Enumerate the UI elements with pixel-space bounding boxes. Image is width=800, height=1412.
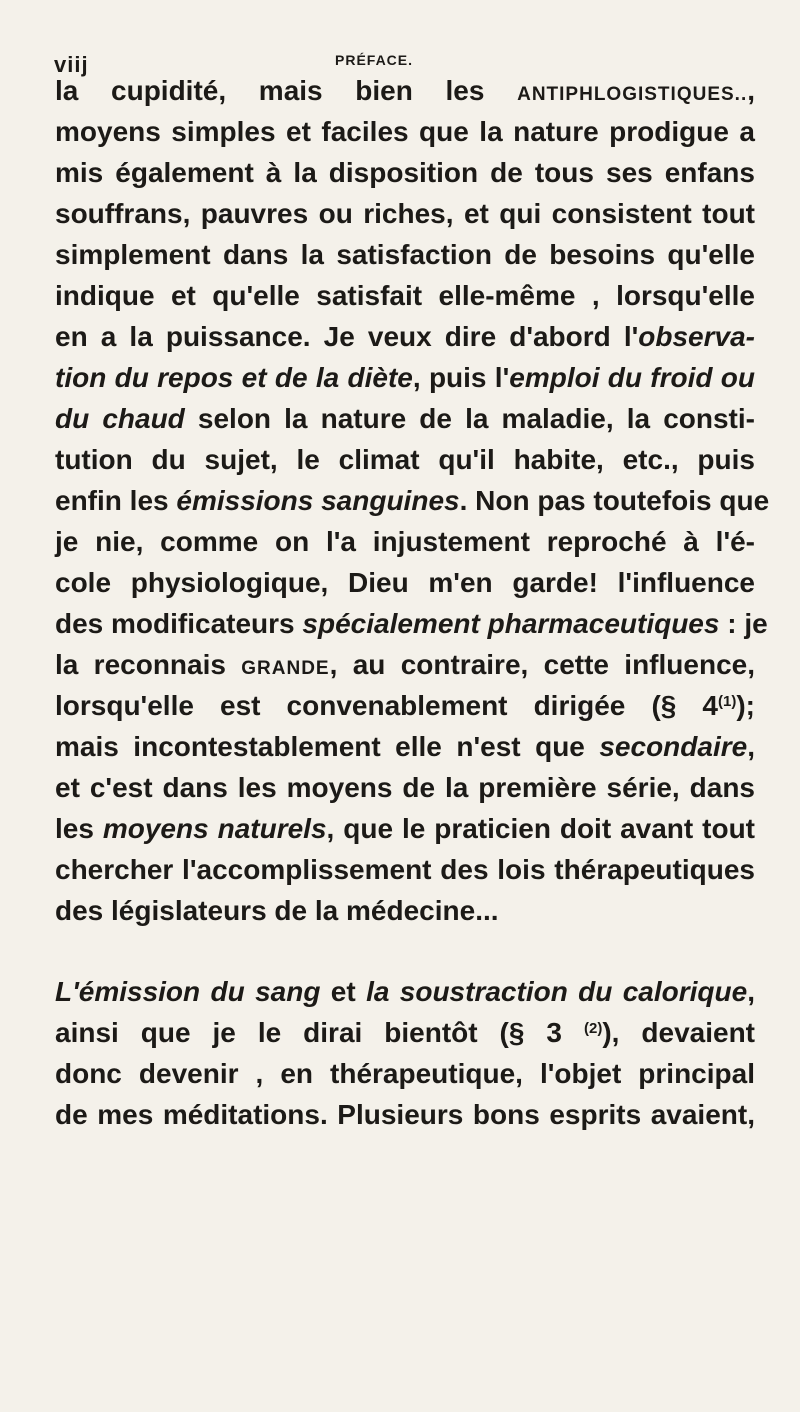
text-line: moyens simples et faciles que la nature prodigue a [55,116,755,147]
italic-phrase: la soustraction du calorique [366,976,748,1007]
text-run: , [747,976,755,1007]
text-line: chercher l'accomplissement des lois thérapeutiques [55,854,755,885]
running-title: PRÉFACE. [335,52,414,68]
text-line: donc devenir , en thérapeutique, l'objet principal [55,1058,755,1089]
text-run: . Non pas toutefois que [459,485,770,516]
text-line [55,316,755,357]
text-line [55,685,755,726]
text-line: cole physiologique, Dieu m'en garde! l'influence [55,567,755,598]
text-run: enfin les [55,485,177,516]
text-run: , puis l' [412,362,510,393]
small-caps-term: GRANDE [241,658,330,679]
text-line [55,971,755,1012]
small-caps-term: ANTIPHLOGISTIQUES.. [517,84,748,105]
text-line [55,398,755,439]
running-head [52,30,742,77]
text-line [55,808,755,849]
text-line [55,357,755,398]
text-run: des modificateurs [55,608,303,639]
italic-phrase: du chaud [55,403,185,434]
footnote-ref: (2) [583,1020,603,1037]
text-line [55,603,768,644]
text-run: , [747,731,755,762]
italic-phrase: émissions sanguines [176,485,460,516]
italic-phrase: L'émission du sang [55,976,321,1007]
text-line: souffrans, pauvres ou riches, et qui consistent tout [55,198,755,229]
text-run: ); [736,690,755,721]
italic-phrase: tion du repos et de la diète [55,362,413,393]
paragraph-gap [55,931,755,971]
text-line: tution du sujet, le climat qu'il habite, etc., puis [55,444,755,475]
text-line [55,480,770,521]
text-run: la cupidité, mais bien les [55,75,518,106]
text-line: des législateurs de la médecine... [55,895,499,926]
text-run: ainsi que je le dirai bientôt (§ 3 [55,1017,584,1048]
text-line [55,726,755,767]
text-line [55,1012,755,1053]
text-run: la reconnais [55,649,242,680]
text-run: , que le praticien doit avant tout [326,813,755,844]
text-run: en a la puissance. Je veux dire d'abord l' [55,321,639,352]
text-line: de mes méditations. Plusieurs bons esprits avaient, [55,1099,755,1130]
text-run: : je [719,608,768,639]
italic-phrase: emploi du froid ou [509,362,756,393]
italic-phrase: secondaire [599,731,748,762]
text-run: selon la nature de la maladie, la consti- [184,403,755,434]
footnote-ref: (1) [718,693,737,710]
page-number: viij [54,52,89,77]
text-line: indique et qu'elle satisfait elle-même , lorsqu'elle [55,280,755,311]
italic-phrase: moyens naturels [102,813,327,844]
italic-phrase: spécialement pharmaceutiques [302,608,720,639]
text-run: lorsqu'elle est convenablement dirigée (§ 4 [55,690,718,721]
text-run: et [320,976,367,1007]
text-run: ), devaient [602,1017,756,1048]
text-line: simplement dans la satisfaction de besoins qu'elle [55,239,755,270]
text-line: et c'est dans les moyens de la première série, dans [55,772,755,803]
text-run: mais incontestablement elle n'est que [55,731,600,762]
italic-phrase: observa- [638,321,755,352]
text-run: , [747,75,755,106]
text-line [55,644,755,685]
text-line: mis également à la disposition de tous ses enfans [55,157,755,188]
body-text [55,70,770,1135]
text-line: je nie, comme on l'a injustement reproché à l'é- [55,526,755,557]
text-run: , au contraire, cette influence, [329,649,755,680]
text-line [55,70,755,111]
text-run: les [55,813,103,844]
